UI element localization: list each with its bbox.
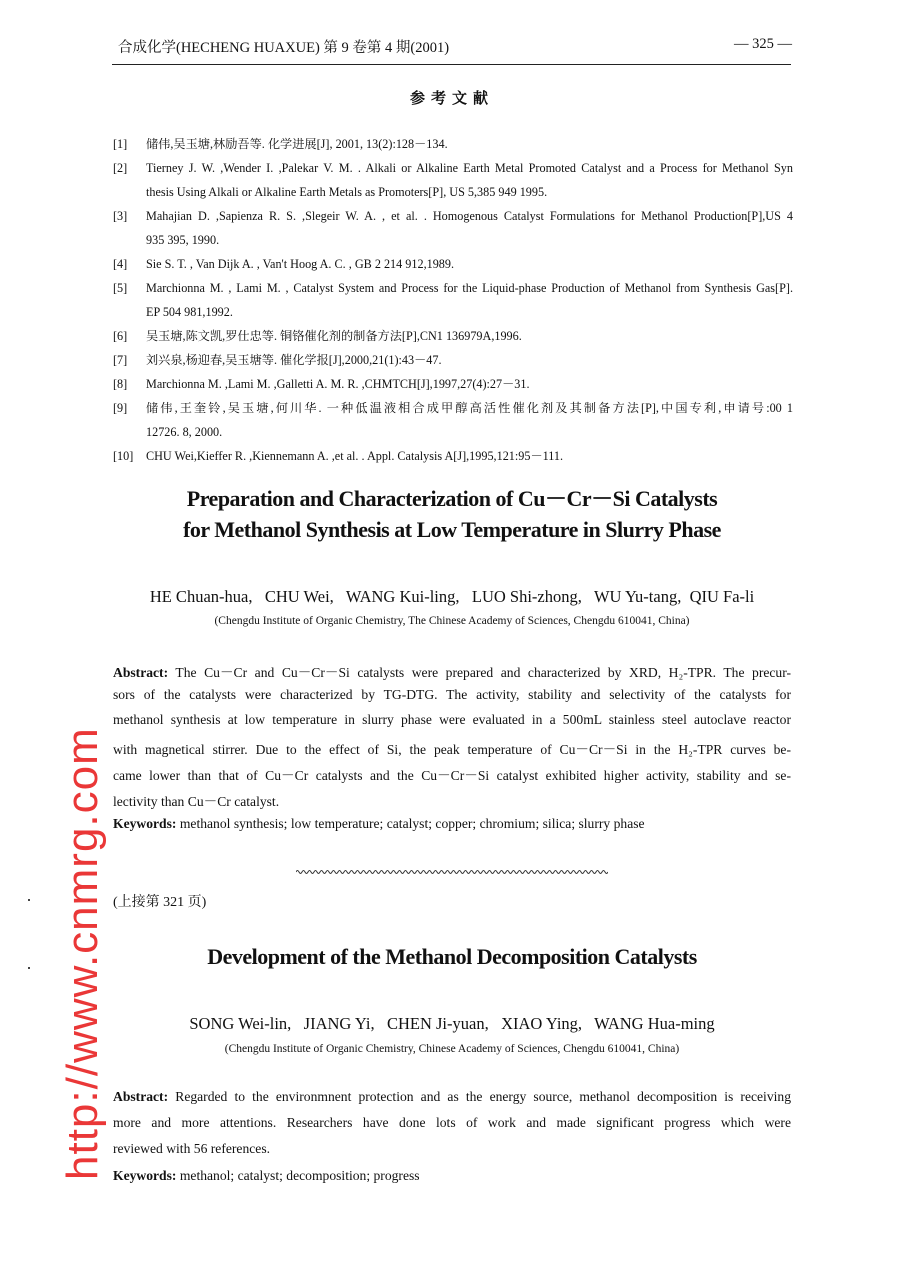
- article2-affiliation: (Chengdu Institute of Organic Chemistry, Chinese Academy of Sciences, Chengdu 610041, China): [224, 1043, 680, 1055]
- reference-number: [6]: [113, 329, 128, 343]
- abstract-line: [113, 764, 791, 784]
- wavy-divider: [296, 868, 608, 876]
- scan-speck: [28, 899, 30, 901]
- reference-item: [113, 276, 793, 324]
- header-rule: [112, 64, 791, 65]
- article2-title: Development of the Methanol Decomposition Catalysts: [207, 944, 697, 969]
- abstract-text: more and more attentions. Researchers have done lots of work and made significant progress which were: [113, 1115, 791, 1130]
- abstract-text: sors of the catalysts were characterized by TG-DTG. The activity, stability and selectivity of the catalysts for: [113, 686, 791, 702]
- abstract-line: [113, 738, 791, 758]
- abstract-text: with magnetical stirrer. Due to the effect of Si, the peak temperature of Cu－Cr－Si in the H₂-TPR curves be-: [113, 742, 791, 758]
- reference-number: [8]: [113, 377, 128, 391]
- reference-text: Tierney J. W. ,Wender I. ,Palekar V. M. . Alkali or Alkaline Earth Metal Promoted Catalyst and a Process for Methanol Syn: [146, 161, 793, 175]
- abstract-text: came lower than that of Cu－Cr catalysts and the Cu－Cr－Si catalyst exhibited higher activity, stability and se-: [113, 767, 791, 783]
- reference-text: thesis Using Alkali or Alkaline Earth Metals as Promoters[P], US 5,385 949 1995.: [146, 185, 548, 199]
- watermark: http://www.cnmrg.com: [58, 727, 107, 1180]
- continuation-note: (上接第 321 页): [113, 895, 207, 910]
- reference-text: 储伟,吴玉塘,林励吾等. 化学进展[J], 2001, 13(2):128－134.: [146, 137, 448, 151]
- abstract-line: [113, 1089, 791, 1105]
- reference-number: [10]: [113, 449, 134, 463]
- reference-item: [113, 156, 793, 204]
- reference-number: [7]: [113, 353, 128, 367]
- abstract-line: [113, 1115, 791, 1131]
- running-header: 合成化学(HECHENG HUAXUE) 第 9 卷第 4 期(2001): [118, 40, 450, 56]
- reference-number: [4]: [113, 257, 128, 271]
- reference-text: 刘兴泉,杨迎春,吴玉塘等. 催化学报[J],2000,21(1):43－47.: [146, 353, 442, 367]
- reference-item: [113, 252, 793, 276]
- reference-number: [2]: [113, 161, 128, 175]
- reference-text: Marchionna M. , Lami M. , Catalyst System and Process for the Liquid-phase Production of Methanol from Synthesis Gas[P].: [146, 281, 793, 295]
- reference-text: Mahajian D. ,Sapienza R. S. ,Slegeir W. A. , et al. . Homogenous Catalyst Formulations for Methanol Production[P],US 4: [146, 209, 793, 223]
- abstract-line: [113, 1141, 791, 1157]
- keywords-label: Keywords:: [113, 816, 177, 831]
- abstract-label: Abstract:: [113, 1089, 169, 1104]
- article1-keywords: [113, 816, 791, 832]
- abstract-text: methanol synthesis at low temperature in slurry phase were evaluated in a 500mL stainless steel autoclave reactor: [113, 712, 791, 728]
- reference-text: CHU Wei,Kieffer R. ,Kiennemann A. ,et al. . Appl. Catalysis A[J],1995,121:95－111.: [146, 449, 564, 463]
- reference-number: [9]: [113, 401, 128, 415]
- keywords-text: methanol; catalyst; decomposition; progress: [179, 1168, 420, 1183]
- reference-item: [113, 444, 793, 468]
- reference-item: [113, 132, 793, 156]
- reference-item: [113, 348, 793, 372]
- reference-text: 935 395, 1990.: [146, 233, 220, 247]
- reference-item: [113, 324, 793, 348]
- reference-text: Marchionna M. ,Lami M. ,Galletti A. M. R. ,CHMTCH[J],1997,27(4):27－31.: [146, 377, 530, 391]
- article1-authors: HE Chuan-hua, CHU Wei, WANG Kui-ling, LUO Shi-zhong, WU Yu-tang, QIU Fa-li: [149, 587, 755, 606]
- abstract-text: The Cu－Cr and Cu－Cr－Si catalysts were prepared and characterized by XRD, H₂-TPR. The precur-: [175, 665, 791, 680]
- reference-text: EP 504 981,1992.: [146, 305, 233, 319]
- reference-item: [113, 372, 793, 396]
- reference-text: Sie S. T. , Van Dijk A. , Van't Hoog A. C. , GB 2 214 912,1989.: [146, 257, 455, 271]
- reference-item: [113, 396, 793, 444]
- reference-number: [3]: [113, 209, 128, 223]
- abstract-text: lectivity than Cu－Cr catalyst.: [113, 793, 280, 809]
- reference-number: [1]: [113, 137, 128, 151]
- abstract-line: [113, 712, 791, 728]
- page-number: — 325 —: [734, 36, 792, 52]
- keywords-text: methanol synthesis; low temperature; catalyst; copper; chromium; silica; slurry phase: [179, 816, 645, 831]
- reference-text: 12726. 8, 2000.: [146, 425, 223, 439]
- reference-text: 吴玉塘,陈文凯,罗仕忠等. 铜铬催化剂的制备方法[P],CN1 136979A,1996.: [146, 329, 522, 343]
- scan-speck: [28, 967, 30, 969]
- article1-affiliation: (Chengdu Institute of Organic Chemistry, The Chinese Academy of Sciences, Chengdu 610041, China): [214, 615, 690, 627]
- abstract-line: [113, 687, 791, 703]
- abstract-text: Regarded to the environmnent protection and as the energy source, methanol decomposition is receiving: [175, 1089, 792, 1104]
- references-heading: 参考文献: [409, 91, 494, 107]
- keywords-label: Keywords:: [113, 1168, 177, 1183]
- article2-keywords: [113, 1168, 791, 1184]
- abstract-text: reviewed with 56 references.: [113, 1141, 271, 1156]
- reference-number: [5]: [113, 281, 128, 295]
- reference-text: 储伟,王奎铃,吴玉塘,何川华. 一种低温液相合成甲醇高活性催化剂及其制备方法[P],中国专利,申请号:00 1: [146, 401, 793, 415]
- article1-title-line1: Preparation and Characterization of Cu－Cr－Si Catalysts: [186, 486, 718, 511]
- reference-item: [113, 204, 793, 252]
- abstract-line: [113, 790, 791, 810]
- abstract-label: Abstract:: [113, 665, 169, 680]
- abstract-line: [113, 661, 791, 681]
- article1-title-line2: for Methanol Synthesis at Low Temperature in Slurry Phase: [183, 517, 721, 542]
- article2-authors: SONG Wei-lin, JIANG Yi, CHEN Ji-yuan, XIAO Ying, WANG Hua-ming: [189, 1014, 715, 1033]
